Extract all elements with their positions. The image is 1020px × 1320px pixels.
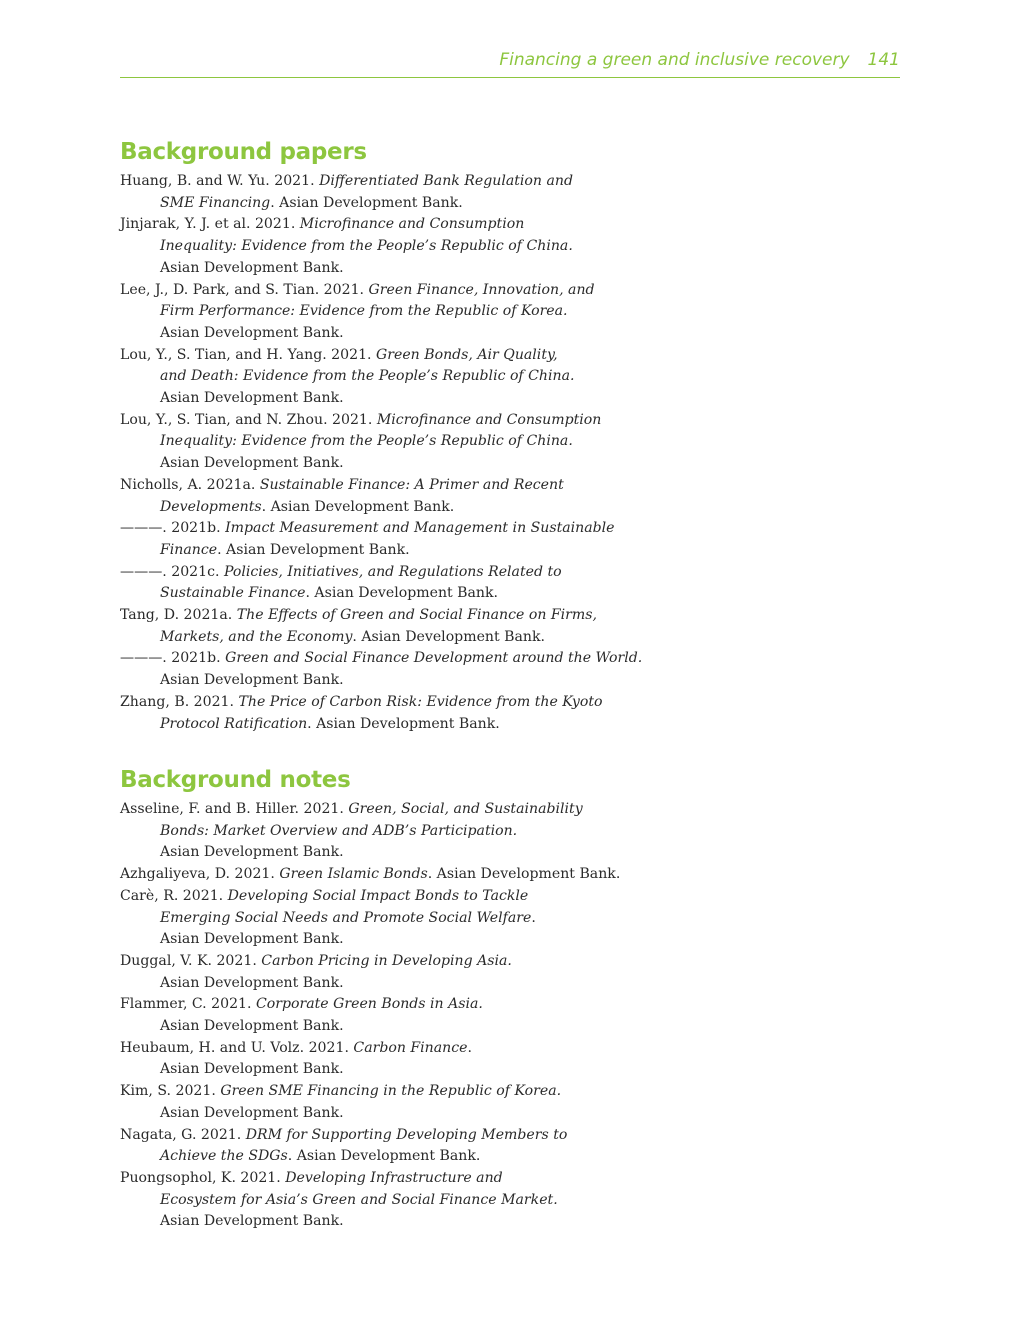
reference-title: Green Bonds, Air Quality, <box>376 346 558 363</box>
reference-authors: Azhgaliyeva, D. 2021. <box>120 866 280 883</box>
reference-line <box>120 951 640 973</box>
reference-title: Carbon Finance <box>353 1039 468 1056</box>
reference-line <box>160 583 640 605</box>
reference-line <box>120 475 640 497</box>
reference-line <box>160 453 640 475</box>
reference-entry <box>120 886 640 951</box>
reference-line <box>120 886 640 908</box>
reference-authors: Huang, B. and W. Yu. 2021. <box>120 173 320 189</box>
reference-publisher: . <box>531 909 536 926</box>
background-notes-section <box>120 766 640 1233</box>
reference-title: Inequality: Evidence from the People’s Republic of China. <box>160 433 573 450</box>
reference-line <box>120 864 640 886</box>
reference-line <box>160 540 640 562</box>
reference-line <box>160 1059 640 1081</box>
reference-title: Policies, Initiatives, and Regulations Related to <box>223 563 562 580</box>
reference-line <box>120 1168 640 1190</box>
reference-title: Impact Measurement and Management in Sustainable <box>225 520 615 537</box>
reference-title: Microfinance and Consumption <box>376 411 602 428</box>
reference-title: Sustainable Finance: A Primer and Recent <box>259 476 564 493</box>
reference-line <box>120 605 640 627</box>
reference-line <box>160 670 640 692</box>
reference-authors: Asian Development Bank. <box>160 672 344 689</box>
reference-authors: Asian Development Bank. <box>160 390 344 407</box>
reference-authors: Tang, D. 2021a. <box>120 607 237 624</box>
reference-entry <box>120 518 640 561</box>
reference-line <box>120 410 640 432</box>
reference-title: Developments <box>160 498 262 515</box>
reference-entry <box>120 994 640 1037</box>
reference-title: SME Financing <box>160 194 271 211</box>
reference-line <box>120 1125 640 1147</box>
running-header <box>120 50 900 78</box>
reference-line <box>160 366 640 388</box>
reference-title: Green SME Financing in the Republic of Korea. <box>220 1083 562 1100</box>
reference-title: DRM for Supporting Developing Members to <box>245 1126 568 1143</box>
reference-entry <box>120 214 640 279</box>
background-notes-heading: Background notes <box>120 767 351 793</box>
reference-line <box>160 821 640 843</box>
reference-line <box>120 214 640 236</box>
reference-line <box>160 258 640 280</box>
reference-line <box>160 497 640 519</box>
reference-title: Developing Infrastructure and <box>285 1169 503 1186</box>
reference-line <box>160 193 640 215</box>
reference-line <box>160 1146 640 1168</box>
reference-authors: Asian Development Bank. <box>160 1018 344 1035</box>
reference-entry <box>120 692 640 735</box>
background-papers-heading: Background papers <box>120 139 367 165</box>
reference-publisher: . Asian Development Bank. <box>352 628 545 645</box>
reference-title: Bonds: Market Overview and ADB’s Participation. <box>160 822 518 839</box>
reference-title: Firm Performance: Evidence from the Republic of Korea. <box>160 303 568 320</box>
reference-entry <box>120 562 640 605</box>
reference-title: Sustainable Finance <box>160 585 306 602</box>
reference-line <box>160 1190 640 1212</box>
reference-line <box>160 1103 640 1125</box>
reference-line <box>120 994 640 1016</box>
reference-title: Developing Social Impact Bonds to Tackle <box>227 887 529 904</box>
reference-line <box>120 171 640 193</box>
reference-line <box>160 908 640 930</box>
reference-entry <box>120 280 640 345</box>
reference-publisher: . Asian Development Bank. <box>217 541 410 558</box>
reference-title: Microfinance and Consumption <box>299 216 525 233</box>
reference-authors: Asian Development Bank. <box>160 931 344 948</box>
reference-authors: Asian Development Bank. <box>160 1213 344 1230</box>
reference-title: The Effects of Green and Social Finance on Firms, <box>236 607 597 624</box>
page-number: 141 <box>867 50 900 70</box>
reference-authors: Asian Development Bank. <box>160 1061 344 1078</box>
reference-publisher: . <box>467 1039 472 1056</box>
reference-line <box>160 973 640 995</box>
reference-line <box>120 799 640 821</box>
reference-entry <box>120 1125 640 1168</box>
reference-publisher: . Asian Development Bank. <box>305 585 499 602</box>
reference-line <box>160 929 640 951</box>
reference-title: Differentiated Bank Regulation and <box>319 173 573 189</box>
reference-title: and Death: Evidence from the People’s Republic of China. <box>160 368 575 385</box>
reference-authors: Duggal, V. K. 2021. <box>120 952 262 969</box>
reference-publisher: . Asian Development Bank. <box>307 715 500 732</box>
reference-authors: Lee, J., D. Park, and S. Tian. 2021. <box>120 281 369 298</box>
reference-line <box>160 388 640 410</box>
reference-entry <box>120 799 640 864</box>
reference-title: Achieve the SDGs <box>160 1148 288 1165</box>
reference-line <box>120 648 643 670</box>
reference-entry <box>120 345 640 410</box>
reference-authors: Nicholls, A. 2021a. <box>120 476 260 493</box>
reference-title: Inequality: Evidence from the People’s Republic of China. <box>160 238 573 255</box>
reference-entry <box>120 605 640 648</box>
reference-authors: Carè, R. 2021. <box>120 887 228 904</box>
reference-title: Ecosystem for Asia’s Green and Social Finance Market. <box>160 1191 558 1208</box>
reference-publisher: . Asian Development Bank. <box>427 866 621 883</box>
reference-line <box>160 842 640 864</box>
reference-authors: Asian Development Bank. <box>160 974 344 991</box>
reference-entry <box>120 1168 640 1233</box>
reference-line <box>160 301 640 323</box>
reference-line <box>160 236 640 258</box>
reference-line <box>120 692 640 714</box>
reference-title: Green Finance, Innovation, and <box>368 281 595 298</box>
reference-title: Emerging Social Needs and Promote Social Welfare <box>160 909 532 926</box>
reference-authors: Flammer, C. 2021. <box>120 996 256 1013</box>
reference-title: Green Islamic Bonds <box>279 866 428 883</box>
reference-authors: Lou, Y., S. Tian, and N. Zhou. 2021. <box>120 411 377 428</box>
reference-authors: Jinjarak, Y. J. et al. 2021. <box>120 216 300 233</box>
reference-entry <box>120 1081 640 1124</box>
background-notes-list <box>120 799 640 1233</box>
reference-entry <box>120 951 640 994</box>
reference-entry <box>120 410 640 475</box>
reference-publisher: . Asian Development Bank. <box>270 194 463 211</box>
reference-authors: Kim, S. 2021. <box>120 1083 221 1100</box>
reference-entry <box>120 1038 640 1081</box>
reference-line <box>120 280 640 302</box>
reference-authors: Heubaum, H. and U. Volz. 2021. <box>120 1039 354 1056</box>
reference-authors: Asian Development Bank. <box>160 1104 344 1121</box>
reference-title: Green and Social Finance Development around the World. <box>225 650 643 667</box>
reference-line <box>160 627 640 649</box>
reference-entry <box>120 648 643 691</box>
reference-line <box>120 345 640 367</box>
reference-publisher: . Asian Development Bank. <box>261 498 455 515</box>
reference-line <box>160 1016 640 1038</box>
reference-line <box>120 518 640 540</box>
reference-publisher: . Asian Development Bank. <box>287 1148 481 1165</box>
background-papers-list <box>120 171 643 735</box>
reference-authors: ———. 2021b. <box>120 520 226 537</box>
reference-title: Carbon Pricing in Developing Asia. <box>261 952 512 969</box>
reference-title: Corporate Green Bonds in Asia. <box>255 996 483 1013</box>
reference-authors: Asseline, F. and B. Hiller. 2021. <box>120 801 349 817</box>
background-papers-section <box>120 138 643 735</box>
reference-authors: Zhang, B. 2021. <box>120 693 239 710</box>
reference-authors: Asian Development Bank. <box>160 455 344 472</box>
reference-line <box>160 431 640 453</box>
reference-title: The Price of Carbon Risk: Evidence from the Kyoto <box>238 693 603 710</box>
reference-entry <box>120 171 640 214</box>
reference-authors: ———. 2021c. <box>120 563 224 580</box>
reference-line <box>160 1211 640 1233</box>
reference-title: Green, Social, and Sustainability <box>348 801 583 817</box>
reference-line <box>120 1081 640 1103</box>
reference-authors: ———. 2021b. <box>120 650 226 667</box>
reference-authors: Asian Development Bank. <box>160 259 344 276</box>
reference-line <box>120 562 640 584</box>
reference-line <box>120 1038 640 1060</box>
reference-line <box>160 323 640 345</box>
reference-line <box>160 714 640 736</box>
reference-title: Finance <box>160 541 218 558</box>
reference-authors: Lou, Y., S. Tian, and H. Yang. 2021. <box>120 346 376 363</box>
reference-authors: Asian Development Bank. <box>160 844 344 861</box>
reference-authors: Puongsophol, K. 2021. <box>120 1169 286 1186</box>
running-title: Financing a green and inclusive recovery <box>499 50 850 70</box>
reference-title: Protocol Ratification <box>160 715 308 732</box>
reference-title: Markets, and the Economy <box>160 628 353 645</box>
reference-entry <box>120 864 640 886</box>
reference-authors: Nagata, G. 2021. <box>120 1126 246 1143</box>
reference-authors: Asian Development Bank. <box>160 324 344 341</box>
reference-entry <box>120 475 640 518</box>
